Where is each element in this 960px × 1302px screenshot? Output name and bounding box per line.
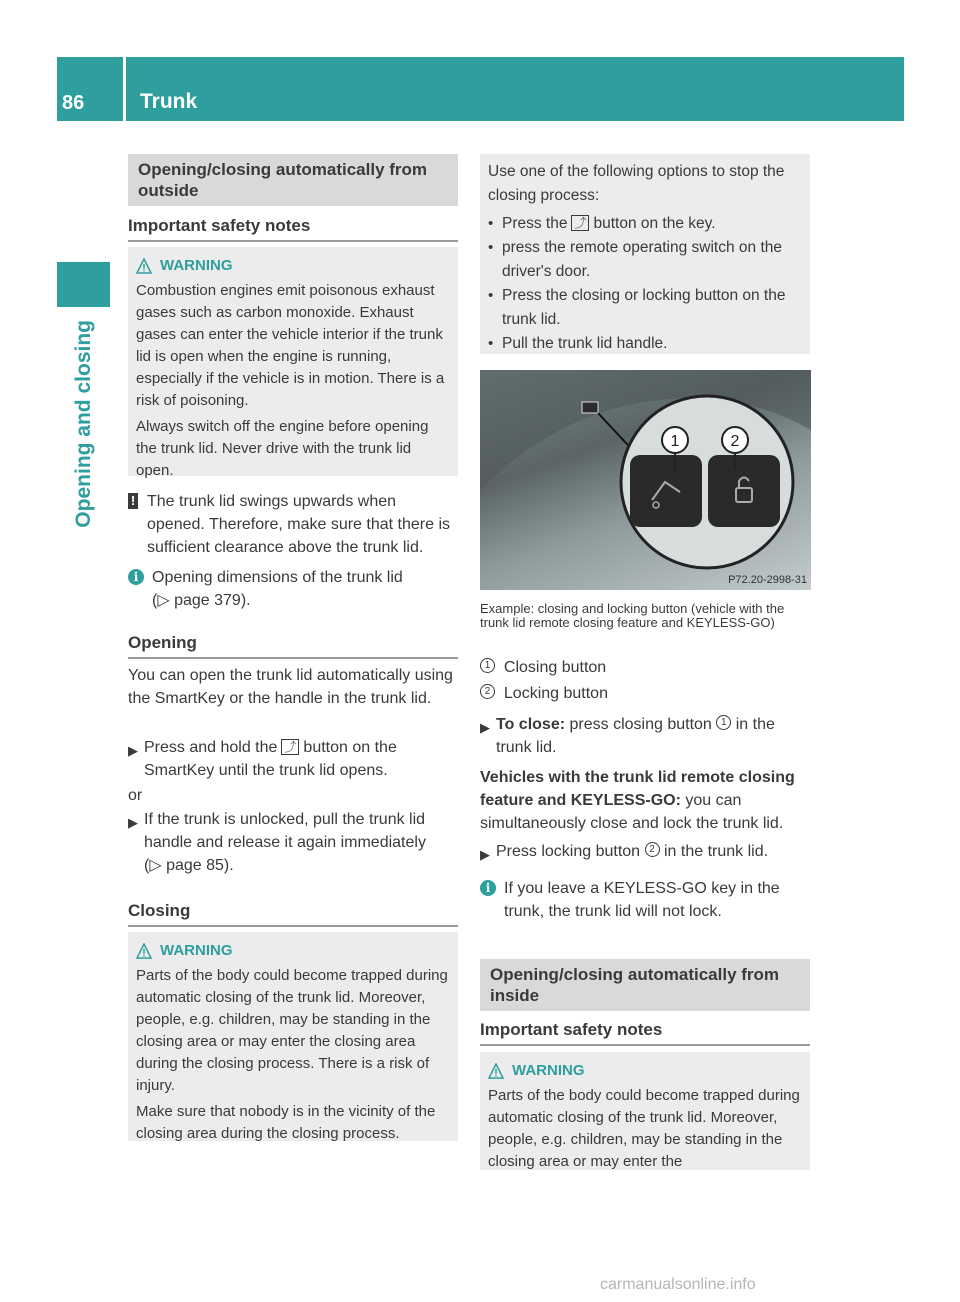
caution-icon: ! [128, 493, 138, 509]
trunk-lid-illustration [480, 370, 811, 590]
stop-option: • Press the closing or locking button on the trunk lid. [488, 287, 786, 328]
page-ref-arrow-icon: ▷ [157, 592, 170, 609]
trunk-key-icon: ⤴ [571, 215, 589, 231]
closing-heading: Closing [128, 901, 458, 927]
or-text: or [128, 787, 143, 804]
page-link[interactable]: page 379). [174, 592, 251, 609]
page-ref-arrow-icon: ▷ [149, 857, 162, 874]
step-press-hold: ▶ Press and hold the ⤴ button on the SmartKey until the trunk lid opens. [128, 736, 458, 782]
info-icon: i [128, 569, 144, 585]
warning-box-exhaust [128, 247, 458, 479]
svg-text:1: 1 [670, 433, 680, 450]
page-number: 86 [62, 92, 85, 114]
info-opening-dimensions: i Opening dimensions of the trunk lid (▷ page 379). [128, 566, 458, 612]
warning-box-inside [480, 1052, 810, 1170]
warning-title: WARNING [136, 255, 450, 277]
legend-closing-button: 1 Closing button [480, 656, 810, 679]
footer-watermark[interactable]: carmanualsonline.info [600, 1276, 756, 1293]
svg-text:2: 2 [730, 433, 740, 450]
page-title: Trunk [140, 90, 198, 113]
step-pull-handle: ▶ If the trunk is unlocked, pull the trunk lid handle and release it again immediately (▷ page 85). [128, 808, 458, 877]
warning-text: Parts of the body could become trapped during automatic closing of the trunk lid. Moreover, people, e.g. children, may be standing in the closing area or may enter the [488, 1087, 800, 1170]
callout-2-icon: 2 [480, 684, 495, 699]
safety-heading: Important safety notes [128, 216, 458, 242]
step-arrow-icon: ▶ [128, 815, 138, 830]
warning-text: Combustion engines emit poisonous exhaust gases such as carbon monoxide. Exhaust gases can enter the vehicle interior if the trunk lid is open when the engine is running, especially if the vehicle is in motion. There is a risk of poisoning. [136, 282, 445, 409]
step-to-close: ▶ To close: press closing button 1 in the trunk lid. [480, 713, 810, 759]
trunk-key-icon: ⤴ [281, 739, 299, 755]
callout-2-icon: 2 [645, 842, 660, 857]
step-arrow-icon: ▶ [480, 847, 490, 862]
header-separator [123, 57, 126, 121]
stop-option: • Press the ⤴ button on the key. [488, 215, 716, 232]
callout-1-icon: 1 [480, 658, 495, 673]
stop-option: • Pull the trunk lid handle. [488, 335, 668, 352]
step-arrow-icon: ▶ [480, 720, 490, 735]
keyless-go-text: Vehicles with the trunk lid remote closing feature and KEYLESS-GO: you can simultaneously close and lock the trunk lid. [480, 769, 795, 832]
step-press-locking: ▶ Press locking button 2 in the trunk lid. [480, 840, 810, 866]
warning-title: WARNING [488, 1060, 802, 1082]
note-trunk-clearance: ! The trunk lid swings upwards when opened. Therefore, make sure that there is sufficient clearance above the trunk lid. [128, 490, 458, 559]
warning-triangle-icon [488, 1063, 504, 1079]
legend-locking-button: 2 Locking button [480, 682, 810, 705]
warning-title: WARNING [136, 940, 450, 962]
info-keyless-key: i If you leave a KEYLESS-GO key in the trunk, the trunk lid will not lock. [480, 877, 810, 923]
section-title-outside: Opening/closing automatically from outside [128, 154, 458, 206]
warning-text-2: Always switch off the engine before opening the trunk lid. Never drive with the trunk lid open. [136, 418, 429, 479]
image-caption: Example: closing and locking button (vehicle with the trunk lid remote closing feature and KEYLESS-GO) [480, 601, 785, 630]
info-icon: i [480, 880, 496, 896]
callout-1-icon: 1 [716, 715, 731, 730]
stop-option: • press the remote operating switch on the driver's door. [488, 239, 783, 280]
warning-box-closing [128, 932, 458, 1141]
step-arrow-icon: ▶ [128, 743, 138, 758]
page-link[interactable]: page 85). [166, 857, 234, 874]
stop-options-box [480, 154, 810, 354]
opening-text: You can open the trunk lid automatically using the SmartKey or the handle in the trunk lid. [128, 667, 453, 707]
warning-triangle-icon [136, 258, 152, 274]
image-code: P72.20-2998-31 [728, 574, 807, 586]
warning-triangle-icon [136, 943, 152, 959]
safety-heading-2: Important safety notes [480, 1020, 810, 1046]
section-title-inside: Opening/closing automatically from inside [480, 959, 810, 1011]
warning-text: Parts of the body could become trapped during automatic closing of the trunk lid. Moreover, people, e.g. children, may be standing in the closing area or may enter the closing area during the closing process. There is a risk of injury. [136, 967, 448, 1094]
stop-intro: Use one of the following options to stop the closing process: [488, 163, 785, 204]
trunk-buttons-photo [480, 370, 811, 590]
side-tab-marker [57, 262, 110, 307]
warning-text-2: Make sure that nobody is in the vicinity of the closing area during the closing process. [136, 1103, 436, 1142]
opening-heading: Opening [128, 633, 458, 659]
side-chapter-label: Opening and closing [71, 320, 95, 528]
